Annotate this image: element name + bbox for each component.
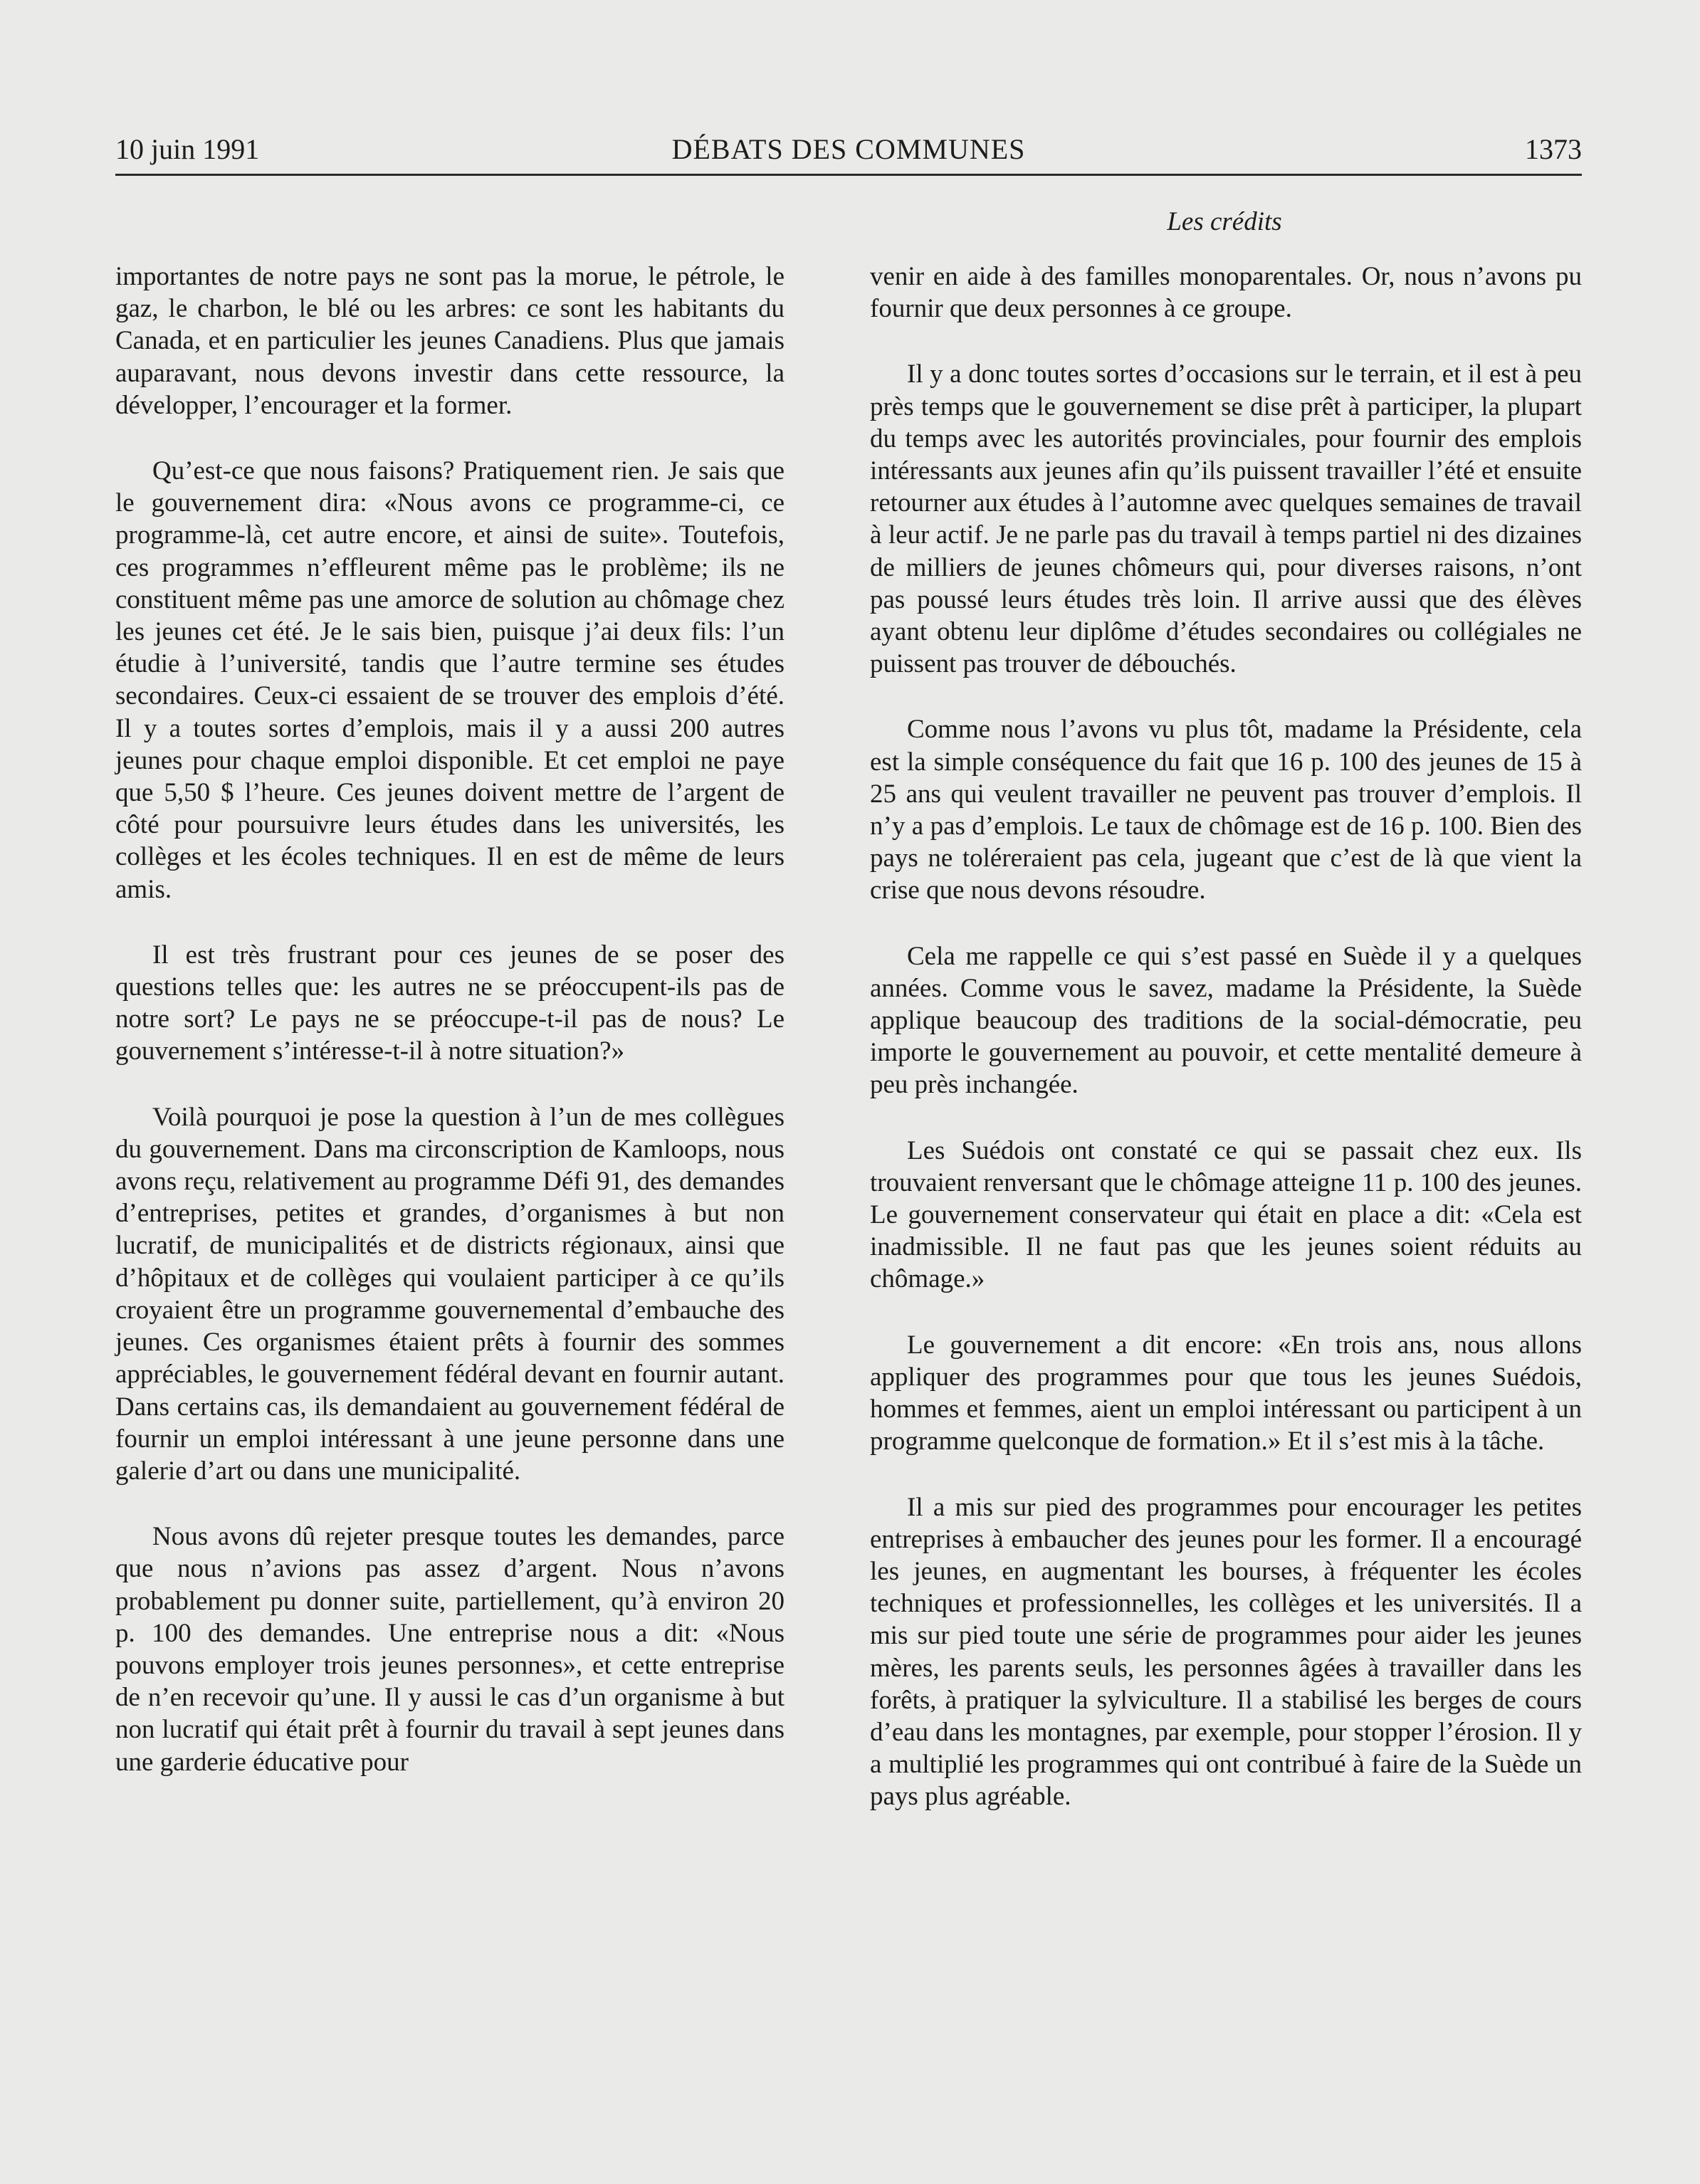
paragraph: Les Suédois ont constaté ce qui se passait chez eux. Ils trouvaient renversant que le chômage atteigne 11 p. 100 des jeunes. Le gouvernement conservateur qui était en place a dit: «Cela est inadmissible. Il ne faut pas que les jeunes soient réduits au chômage.»	[870, 1135, 1582, 1294]
paragraph: Il est très frustrant pour ces jeunes de se poser des questions telles que: les autres ne se préoccupent-ils pas de notre sort? Le pays ne se préoccupe-t-il pas de nous? Le gouvernement s’intéresse-t-il à notre situation?»	[115, 940, 785, 1066]
paragraph: Comme nous l’avons vu plus tôt, madame la Présidente, cela est la simple conséquence du fait que 16 p. 100 des jeunes de 15 à 25 ans qui veulent travailler ne peuvent pas trouver d’emplois. Il n’y a pas d’emplois. Le taux de chômage est de 16 p. 100. Bien des pays ne toléreraient pas cela, jugeant que c’est de là que vient la crise que nous devons résoudre.	[870, 715, 1582, 905]
left-column	[115, 261, 785, 1812]
paragraph: Il a mis sur pied des programmes pour encourager les petites entreprises à embaucher des jeunes pour les former. Il a encouragé les jeunes, en augmentant les bourses, à fréquenter les écoles techniques et professionnelles, les collèges et les universités. Il a mis sur pied toute une série de programmes pour aider les jeunes mères, les parents seuls, les personnes âgées à travailler dans les forêts, à pratiquer la sylviculture. Il a stabilisé les berges de cours d’eau dans les montagnes, par exemple, pour stopper l’érosion. Il y a multiplié les programmes qui ont contribué à faire de la Suède un pays plus agréable.	[870, 1492, 1582, 1812]
paragraph: importantes de notre pays ne sont pas la morue, le pétrole, le gaz, le charbon, le blé ou les arbres: ce sont les habitants du Canada, et en particulier les jeunes Canadiens. Plus que jamais auparavant, nous devons investir dans cette ressource, la développer, l’encourager et la former.	[115, 262, 785, 420]
paragraph: Il y a donc toutes sortes d’occasions sur le terrain, et il est à peu près temps que le gouvernement se dise prêt à participer, la plupart du temps avec les autorités provinciales, pour fournir des emplois intéressants aux jeunes afin qu’ils puissent travailler l’été et ensuite retourner aux études à l’automne avec quelques semaines de travail à leur actif. Je ne parle pas du travail à temps partiel ni des dizaines de milliers de jeunes chômeurs qui, pour diverses raisons, n’ont pas poussé leurs études très loin. Il arrive aussi que des élèves ayant obtenu leur diplôme d’études secondaires ou collégiales ne puissent pas trouver de débouchés.	[870, 359, 1582, 679]
paragraph: Qu’est-ce que nous faisons? Pratiquement rien. Je sais que le gouvernement dira: «Nous avons ce programme-ci, ce programme-là, cet autre encore, et ainsi de suite». Toutefois, ces programmes n’effleurent même pas le problème; ils ne constituent même pas une amorce de solution au chômage chez les jeunes cet été. Je le sais bien, puisque j’ai deux fils: l’un étudie à l’université, tandis que l’autre termine ses études secondaires. Ceux-ci essaient de se trouver des emplois d’été. Il y a toutes sortes d’emplois, mais il y a aussi 200 autres jeunes pour chaque emploi disponible. Et cet emploi ne paye que 5,50 $ l’heure. Ces jeunes doivent mettre de l’argent de côté pour poursuivre leurs études dans les universités, les collèges et les écoles techniques. Il en est de même de leurs amis.	[115, 456, 785, 904]
page-header	[115, 132, 1582, 175]
header-date: 10 juin 1991	[115, 133, 260, 165]
paragraph: Cela me rappelle ce qui s’est passé en Suède il y a quelques années. Comme vous le savez, madame la Présidente, la Suède applique beaucoup des traditions de la social-démocratie, peu importe le gouvernement au pouvoir, et cette mentalité demeure à peu près inchangée.	[870, 941, 1582, 1100]
paragraph: Le gouvernement a dit encore: «En trois ans, nous allons appliquer des programmes pour que tous les jeunes Suédois, hommes et femmes, aient un emploi intéressant ou participent à un programme quelconque de formation.» Et il s’est mis à la tâche.	[870, 1330, 1582, 1456]
section-title: Les crédits	[1167, 207, 1282, 236]
header-rule	[115, 174, 1582, 176]
paragraph: Nous avons dû rejeter presque toutes les demandes, parce que nous n’avions pas assez d’argent. Nous n’avons probablement pu donner suite, partiellement, qu’à environ 20 p. 100 des demandes. Une entreprise nous a dit: «Nous pouvons employer trois jeunes personnes», et cette entreprise de n’en recevoir qu’une. Il y aussi le cas d’un organisme à but non lucratif qui était prêt à fournir du travail à sept jeunes dans une garderie éducative pour	[115, 1522, 785, 1777]
paragraph: Voilà pourquoi je pose la question à l’un de mes collègues du gouvernement. Dans ma circonscription de Kamloops, nous avons reçu, relativement au programme Défi 91, des demandes d’entreprises, petites et grandes, d’organismes à but non lucratif, de municipalités et de districts régionaux, ainsi que d’hôpitaux et de collèges qui voulaient participer à ce qu’ils croyaient être un programme gouvernemental d’embauche des jeunes. Ces organismes étaient prêts à fournir des sommes appréciables, le gouvernement fédéral devant en fournir autant. Dans certains cas, ils demandaient au gouvernement fédéral de fournir un emploi intéressant à une jeune personne dans une galerie d’art ou dans une municipalité.	[115, 1102, 785, 1486]
header-page-number: 1373	[1525, 133, 1582, 165]
paragraph: venir en aide à des familles monoparentales. Or, nous n’avons pu fournir que deux personnes à ce groupe.	[870, 262, 1582, 324]
header-title: DÉBATS DES COMMUNES	[671, 133, 1026, 165]
right-column	[870, 261, 1582, 1847]
